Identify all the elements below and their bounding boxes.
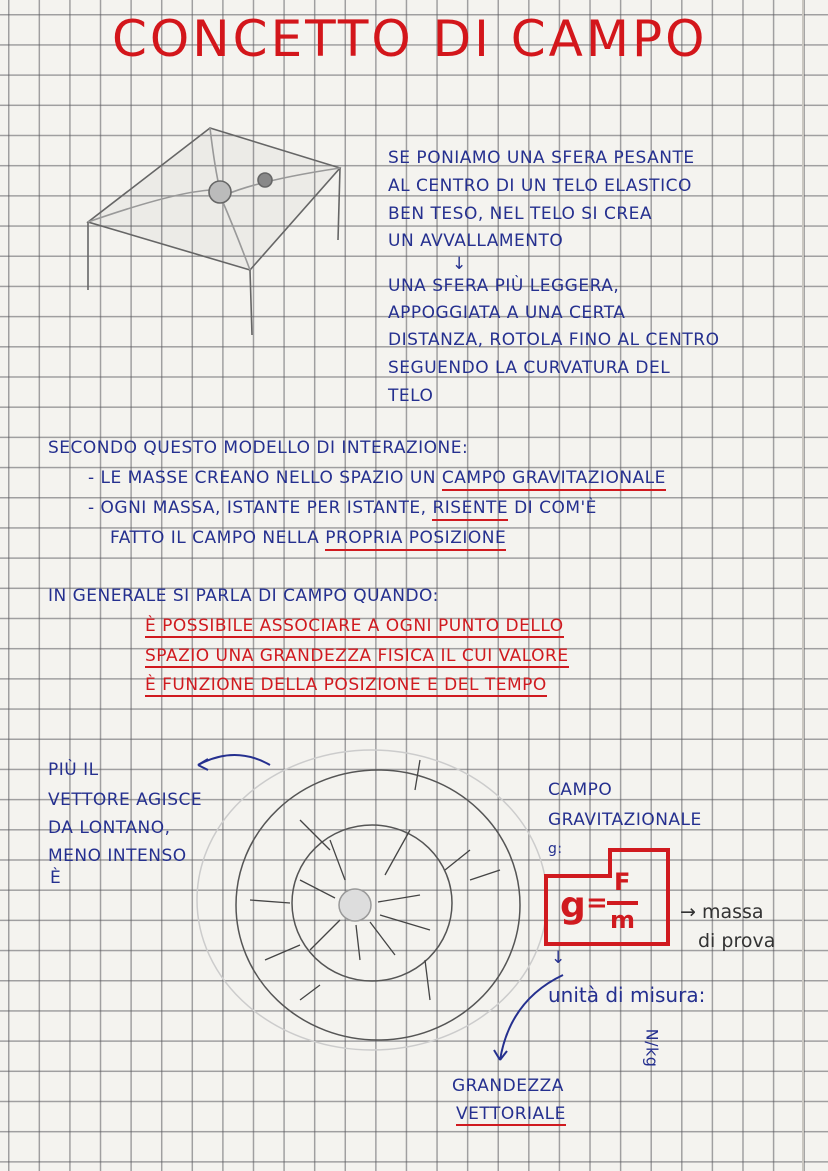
text: DI COM'È xyxy=(508,498,597,518)
text: - LE MASSE CREANO NELLO SPAZIO UN xyxy=(88,468,442,488)
field-diagram xyxy=(197,750,547,1050)
intro-line: UNA SFERA PIÙ LEGGERA, xyxy=(388,276,620,296)
underlined-text: PROPRIA POSIZIONE xyxy=(325,528,506,551)
general-heading: IN GENERALE SI PARLA DI CAMPO QUANDO: xyxy=(48,586,439,606)
underlined-text: CAMPO GRAVITAZIONALE xyxy=(442,468,666,491)
field-label: CAMPO xyxy=(548,780,613,800)
intro-line: SE PONIAMO UNA SFERA PESANTE xyxy=(388,148,695,168)
page-title: CONCETTO DI CAMPO xyxy=(112,10,708,68)
unit-num: N xyxy=(642,1028,662,1042)
model-bullet-2-cont xyxy=(110,530,506,547)
table-sketch xyxy=(88,128,340,335)
side-note-line: È xyxy=(50,868,62,888)
unit-label: unità di misura: xyxy=(548,983,706,1007)
formula-equals: = xyxy=(586,888,609,918)
formula-denominator: m xyxy=(610,906,636,934)
side-note-line: DA LONTANO, xyxy=(48,818,171,838)
intro-line: APPOGGIATA A UNA CERTA xyxy=(388,303,626,323)
unit-den: kg xyxy=(642,1046,662,1068)
mass-note: di prova xyxy=(698,930,776,952)
mass-note: → massa xyxy=(680,901,764,923)
field-symbol: g: xyxy=(548,841,563,857)
model-heading: SECONDO QUESTO MODELLO DI INTERAZIONE: xyxy=(48,438,469,458)
vector-label: GRANDEZZA xyxy=(452,1076,564,1096)
definition-line: È POSSIBILE ASSOCIARE A OGNI PUNTO DELLO xyxy=(145,616,564,636)
intro-line: AL CENTRO DI UN TELO ELASTICO xyxy=(388,176,692,196)
intro-line: DISTANZA, ROTOLA FINO AL CENTRO xyxy=(388,330,720,350)
intro-line: TELO xyxy=(388,386,434,406)
formula-numerator: F xyxy=(614,868,631,896)
intro-line: BEN TESO, NEL TELO SI CREA xyxy=(388,204,652,224)
definition-line: È FUNZIONE DELLA POSIZIONE E DEL TEMPO xyxy=(145,675,547,695)
text: FATTO IL CAMPO NELLA xyxy=(110,528,326,548)
intro-line: UN AVVALLAMENTO xyxy=(388,231,564,251)
underlined-text: RISENTE xyxy=(432,498,508,521)
down-arrow-icon: ↓ xyxy=(452,254,467,274)
vector-label: VETTORIALE xyxy=(456,1104,566,1124)
down-arrow-icon: ↓ xyxy=(551,948,566,968)
intro-line: SEGUENDO LA CURVATURA DEL xyxy=(388,358,671,378)
unit-value: N/kg xyxy=(642,1028,662,1068)
side-note-line: VETTORE AGISCE xyxy=(48,790,203,810)
definition-line: SPAZIO UNA GRANDEZZA FISICA IL CUI VALORE xyxy=(145,646,569,666)
model-bullet-1 xyxy=(88,470,666,487)
side-note-line: MENO INTENSO xyxy=(48,846,187,866)
model-bullet-2 xyxy=(88,500,597,517)
field-label: GRAVITAZIONALE xyxy=(548,810,702,830)
text: - OGNI MASSA, ISTANTE PER ISTANTE, xyxy=(88,498,433,518)
formula-lhs: g xyxy=(560,885,587,926)
side-note-line: PIÙ IL xyxy=(48,760,99,780)
